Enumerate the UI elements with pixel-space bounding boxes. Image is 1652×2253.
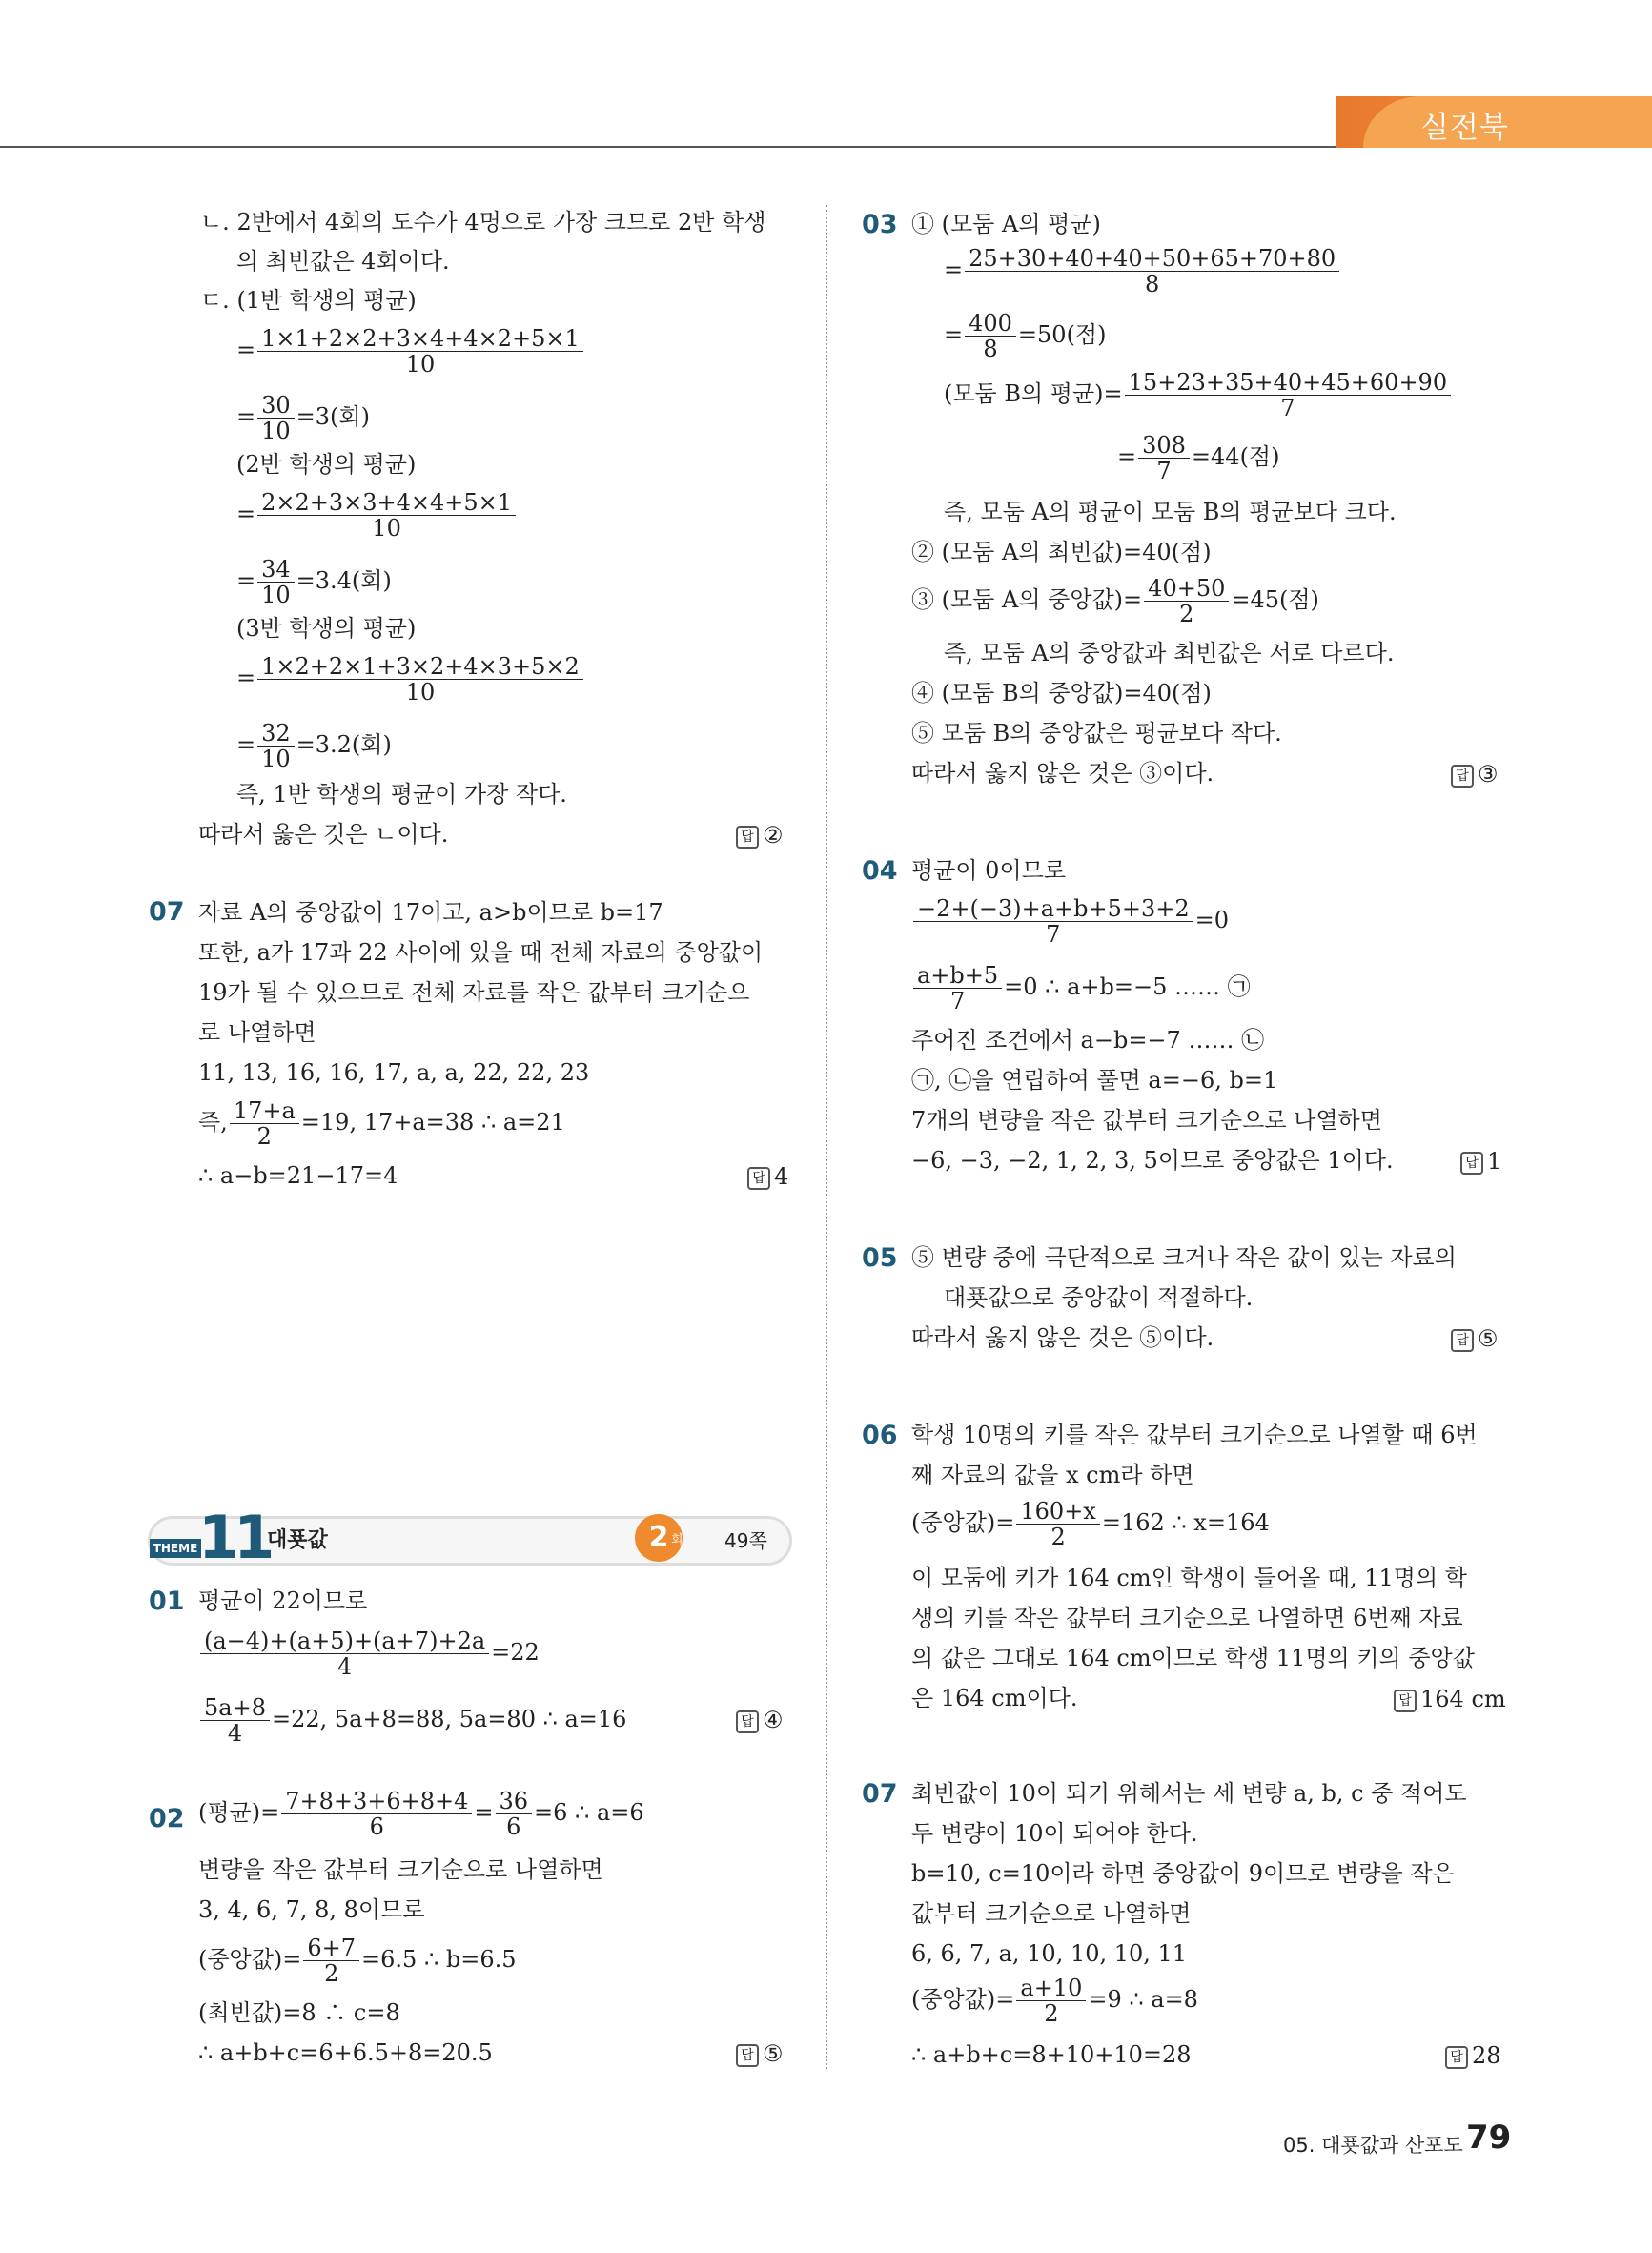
text-line: (3반 학생의 평균) xyxy=(236,615,417,642)
text-line: 19가 될 수 있으므로 전체 자료를 작은 값부터 크기순으 xyxy=(198,979,750,1006)
question-number: 01 xyxy=(149,1587,185,1616)
text-line: ① (모둠 A의 평균) xyxy=(911,211,1101,237)
answer-icon: 답 xyxy=(736,2044,759,2067)
text-line: 은 164 cm이다. xyxy=(911,1685,1078,1711)
round-badge: 2 xyxy=(635,1514,683,1562)
text-line: ㉠, ㉡을 연립하여 풀면 a=−6, b=1 xyxy=(911,1067,1278,1094)
equation: = $\frac{34}{10}$ =3.4(회) xyxy=(236,556,392,608)
equation: = $\frac{25+30+40+40+50+65+70+80}{8}$ xyxy=(944,246,1341,297)
text-line: ㄷ. (1반 학생의 평균) xyxy=(200,287,417,314)
answer-mark: 답 ⑤ xyxy=(736,2040,784,2067)
answer-mark: 답 ② xyxy=(736,822,784,849)
text-line: (2반 학생의 평균) xyxy=(236,451,417,478)
text-line: 즉, 모둠 A의 중앙값과 최빈값은 서로 다르다. xyxy=(944,640,1395,666)
equation: = $\frac{308}{7}$ =44(점) xyxy=(1117,432,1280,484)
question-number: 02 xyxy=(149,1804,185,1833)
text-line: 대푯값으로 중앙값이 적절하다. xyxy=(944,1284,1254,1311)
text-line: 의 값은 그대로 164 cm이므로 학생 11명의 키의 중앙값 xyxy=(911,1645,1475,1671)
answer-mark: 답 1 xyxy=(1460,1148,1501,1175)
answer-mark: 답 164 cm xyxy=(1394,1686,1506,1712)
text-line: ㄴ. 2반에서 4회의 도수가 4명으로 가장 크므로 2반 학생 xyxy=(200,209,766,236)
text-line: 따라서 옳지 않은 것은 ③이다. xyxy=(911,760,1214,787)
text-line: 3, 4, 6, 7, 8, 8이므로 xyxy=(198,1896,425,1923)
text-line: 즉, 1반 학생의 평균이 가장 작다. xyxy=(236,781,567,808)
text-line: 로 나열하면 xyxy=(198,1019,316,1046)
answer-icon: 답 xyxy=(1451,1329,1474,1352)
question-number: 07 xyxy=(149,897,185,927)
equation: (중앙값)= $\frac{a+10}{2}$ =9 ∴ a=8 xyxy=(911,1975,1198,2027)
text-line: ∴ a−b=21−17=4 xyxy=(198,1162,398,1189)
equation: $\frac{5a+8}{4}$ =22, 5a+8=88, 5a=80 ∴ a=16 xyxy=(198,1695,626,1746)
text-line: 자료 A의 중앙값이 17이고, a>b이므로 b=17 xyxy=(198,899,663,926)
equation: (중앙값)= $\frac{6+7}{2}$ =6.5 ∴ b=6.5 xyxy=(198,1935,517,1987)
answer-icon: 답 xyxy=(747,1167,770,1190)
text-line: 평균이 0이므로 xyxy=(911,857,1067,884)
column-divider xyxy=(826,205,827,2069)
answer-mark: 답 28 xyxy=(1445,2042,1501,2069)
equation: 즉, $\frac{17+a}{2}$ =19, 17+a=38 ∴ a=21 xyxy=(198,1097,565,1150)
text-line: 의 최빈값은 4회이다. xyxy=(236,248,450,275)
equation: (중앙값)= $\frac{160+x}{2}$ =162 ∴ x=164 xyxy=(911,1498,1270,1550)
theme-title: 대푯값 xyxy=(267,1528,328,1552)
theme-label: THEME xyxy=(150,1539,201,1558)
question-number: 06 xyxy=(862,1421,898,1450)
text-line: −6, −3, −2, 1, 2, 3, 5이므로 중앙값은 1이다. xyxy=(911,1147,1394,1174)
text-line: (최빈값)=8 ∴ c=8 xyxy=(198,1999,400,2026)
question-number: 05 xyxy=(862,1243,898,1273)
page-number: 79 xyxy=(1466,2119,1512,2157)
text-line: 6, 6, 7, a, 10, 10, 10, 11 xyxy=(911,1940,1188,1967)
text-line: b=10, c=10이라 하면 중앙값이 9이므로 변량을 작은 xyxy=(911,1860,1455,1887)
footer-chapter: 05. 대푯값과 산포도 xyxy=(1283,2134,1463,2157)
equation: = $\frac{2\times 2+3\times 3+4\times 4+5\times 1}{10}$ xyxy=(236,490,518,541)
equation: $\frac{a+b+5}{7}$ =0 ∴ a+b=−5 …… ㉠ xyxy=(911,963,1251,1014)
text-line: ∴ a+b+c=6+6.5+8=20.5 xyxy=(198,2039,493,2066)
equation: = $\frac{1\times 1+2\times 2+3\times 4+4\times 2+5\times 1}{10}$ xyxy=(236,326,585,377)
round-suffix: 회 xyxy=(671,1533,683,1547)
text-line: 따라서 옳지 않은 것은 ⑤이다. xyxy=(911,1324,1214,1351)
question-number: 04 xyxy=(862,856,898,886)
text-line: 이 모둠에 키가 164 cm인 학생이 들어올 때, 11명의 학 xyxy=(911,1565,1467,1591)
text-line: 생의 키를 작은 값부터 크기순으로 나열하면 6번째 자료 xyxy=(911,1605,1463,1631)
equation: (모둠 B의 평균)= $\frac{15+23+35+40+45+60+90}{7}$ xyxy=(944,370,1453,420)
text-line: ⑤ 모둠 B의 중앙값은 평균보다 작다. xyxy=(911,720,1282,747)
text-line: 값부터 크기순으로 나열하면 xyxy=(911,1900,1192,1927)
text-line: 주어진 조건에서 a−b=−7 …… ㉡ xyxy=(911,1027,1265,1054)
equation: ③ (모둠 A의 중앙값)= $\frac{40+50}{2}$ =45(점) xyxy=(911,575,1319,627)
answer-icon: 답 xyxy=(1460,1152,1483,1175)
text-line: ∴ a+b+c=8+10+10=28 xyxy=(911,2041,1192,2068)
equation: = $\frac{1\times 2+2\times 1+3\times 2+4\times 3+5\times 2}{10}$ xyxy=(236,654,585,705)
answer-icon: 답 xyxy=(1451,765,1474,788)
text-line: 변량을 작은 값부터 크기순으로 나열하면 xyxy=(198,1856,603,1883)
text-line: 평균이 22이므로 xyxy=(198,1587,368,1614)
answer-icon: 답 xyxy=(736,1710,759,1733)
text-line: 따라서 옳은 것은 ㄴ이다. xyxy=(198,821,449,848)
theme-page-ref: 49쪽 xyxy=(724,1529,767,1552)
text-line: 최빈값이 10이 되기 위해서는 세 변량 a, b, c 중 적어도 xyxy=(911,1780,1467,1807)
answer-icon: 답 xyxy=(1445,2046,1468,2069)
answer-mark: 답 ④ xyxy=(736,1707,784,1733)
text-line: 학생 10명의 키를 작은 값부터 크기순으로 나열할 때 6번 xyxy=(911,1422,1478,1448)
equation: $\frac{(a-4)+(a+5)+(a+7)+2a}{4}$ =22 xyxy=(198,1628,540,1679)
text-line: ⑤ 변량 중에 극단적으로 크거나 작은 값이 있는 자료의 xyxy=(911,1244,1457,1271)
answer-mark: 답 ③ xyxy=(1451,761,1499,788)
answer-mark: 답 ⑤ xyxy=(1451,1325,1499,1352)
question-number: 07 xyxy=(862,1779,898,1809)
equation: $\frac{-2+(-3)+a+b+5+3+2}{7}$ =0 xyxy=(911,896,1229,947)
text-line: ② (모둠 A의 최빈값)=40(점) xyxy=(911,539,1212,565)
text-line: 11, 13, 16, 16, 17, a, a, 22, 22, 23 xyxy=(198,1059,590,1086)
section-tab-label: 실전북 xyxy=(1420,111,1509,145)
answer-mark: 답 4 xyxy=(747,1163,788,1190)
equation: = $\frac{30}{10}$ =3(회) xyxy=(236,392,370,444)
question-number: 03 xyxy=(862,210,898,239)
text-line: 또한, a가 17과 22 사이에 있을 때 전체 자료의 중앙값이 xyxy=(198,939,764,966)
theme-number: 11 xyxy=(198,1503,270,1572)
text-line: ④ (모둠 B의 중앙값)=40(점) xyxy=(911,680,1212,707)
equation: = $\frac{32}{10}$ =3.2(회) xyxy=(236,720,392,772)
text-line: 째 자료의 값을 x cm라 하면 xyxy=(911,1462,1194,1488)
answer-icon: 답 xyxy=(736,826,759,849)
text-line: 두 변량이 10이 되어야 한다. xyxy=(911,1820,1198,1847)
text-line: 즉, 모둠 A의 평균이 모둠 B의 평균보다 크다. xyxy=(944,499,1397,525)
answer-icon: 답 xyxy=(1394,1690,1417,1712)
text-line: 7개의 변량을 작은 값부터 크기순으로 나열하면 xyxy=(911,1107,1382,1134)
equation: (평균)= $\frac{7+8+3+6+8+4}{6}$ = $\frac{36}{6}$ =6 ∴ a=6 xyxy=(198,1788,644,1840)
equation: = $\frac{400}{8}$ =50(점) xyxy=(944,310,1107,362)
